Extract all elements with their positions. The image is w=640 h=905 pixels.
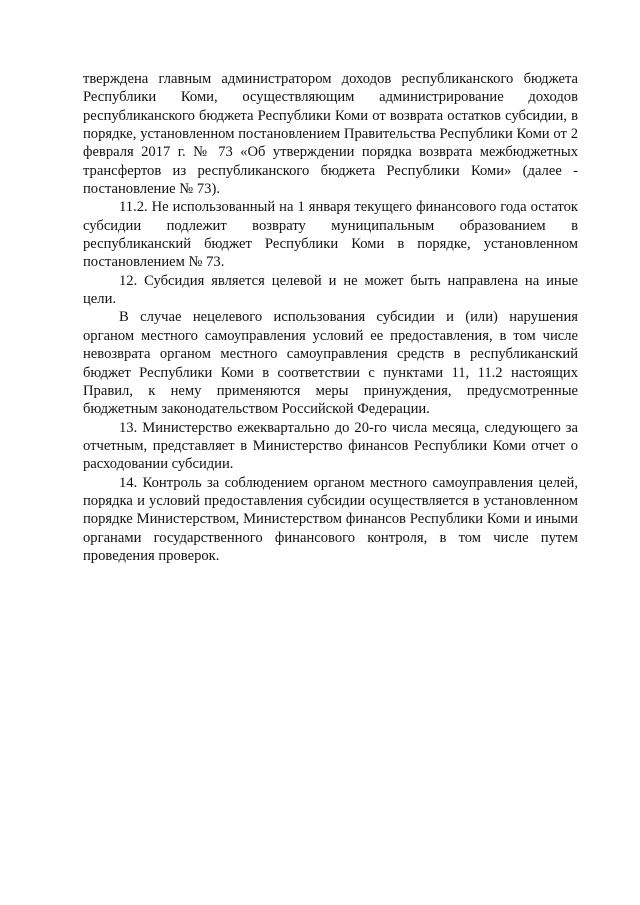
paragraph-11-2: 11.2. Не использованный на 1 января текущего финансового года остаток субсидии подлежит возврату муниципальным образованием в республиканский бюджет Республики Коми в порядке, установленном постановлением № 73. xyxy=(83,199,578,271)
paragraph-misuse: В случае нецелевого использования субсидии и (или) нарушения органом местного самоуправления условий ее предоставления, в том числе невозврата органом местного самоуправления средств в республиканский бюджет Республики Коми в соответствии с пунктами 11, 11.2 настоящих Правил, к нему применяются меры принуждения, предусмотренные бюджетным законодательством Российской Федерации. xyxy=(83,309,578,418)
paragraph-12: 12. Субсидия является целевой и не может быть направлена на иные цели. xyxy=(83,272,578,308)
paragraph-13: 13. Министерство ежеквартально до 20-го числа месяца, следующего за отчетным, представляет в Министерство финансов Республики Коми отчет о расходовании субсидии. xyxy=(83,419,578,473)
paragraph-continuation: тверждена главным администратором доходов республиканского бюджета Республики Коми, осуществляющим администрирование доходов республиканского бюджета Республики Коми от возврата остатков субсидии, в порядке, установленном постановлением Правительства Республики Коми от 2 февраля 2017 г. № 73 «Об утверждении порядка возврата межбюджетных трансфертов из республиканского бюджета Республики Коми» (далее - постановление № 73). xyxy=(83,71,578,198)
document-body xyxy=(83,70,578,565)
paragraph-14: 14. Контроль за соблюдением органом местного самоуправления целей, порядка и условий предоставления субсидии осуществляется в установленном порядке Министерством, Министерством финансов Республики Коми и иными органами государственного финансового контроля, в том числе путем проведения проверок. xyxy=(83,474,578,564)
